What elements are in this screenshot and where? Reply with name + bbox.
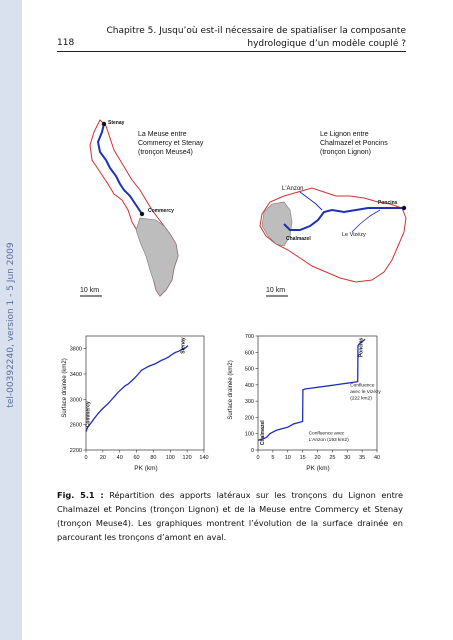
commercy-annotation: Commercy: [85, 401, 92, 428]
meuse-shaded-area: [136, 218, 178, 296]
page-number: 118: [57, 38, 75, 48]
chart1-xtick-label: 80: [150, 455, 157, 461]
chart1-xtick-label: 0: [84, 455, 88, 461]
chart2-xtick-label: 30: [344, 455, 351, 461]
chart2-ytick-label: 700: [244, 334, 254, 340]
chart2-ytick-label: 100: [244, 431, 254, 438]
caption-label: Fig. 5.1 :: [57, 490, 104, 500]
chart2-xtick-label: 0: [256, 455, 260, 461]
anzon-label: L'Anzon: [282, 186, 304, 192]
meuse-map: [80, 120, 218, 296]
chart2-ytick-label: 300: [244, 399, 254, 406]
chart1-xlabel: PK (km): [134, 465, 158, 472]
poncins-label: Poncins: [378, 200, 398, 206]
commercy-point: [140, 212, 144, 216]
lignon-title: Le Lignon entre Chalmazel et Poncins (tronçon Lignon): [320, 131, 388, 156]
stenay-point: [102, 122, 106, 126]
lignon-scale-label: 10 km: [266, 287, 286, 294]
chalmazel-label: Chalmazel: [286, 236, 311, 242]
anzon-tributary: [300, 192, 322, 210]
chart2-ytick-label: 400: [244, 382, 254, 389]
meuse-chart: [62, 336, 209, 472]
vizezy-confluence-annotation-cont: (222 km2): [350, 396, 372, 402]
chalmazel-annotation: Chalmazel: [259, 420, 266, 446]
meuse-scale-label: 10 km: [80, 287, 100, 294]
chart1-xtick-label: 60: [133, 455, 140, 461]
poncins-point: [402, 206, 406, 210]
poncins-annotation: Poncins: [358, 337, 365, 358]
chart2-ylabel: Surface drainée (km2): [228, 360, 234, 420]
stenay-label: Stenay: [108, 120, 125, 126]
chart1-xtick-label: 20: [99, 455, 106, 461]
lignon-chart: [228, 334, 381, 472]
chart2-ytick-label: 600: [244, 350, 254, 357]
archive-id-text: tel-00392240, version 1 - 5 Jun 2009: [6, 242, 16, 408]
lignon-map: [260, 130, 406, 296]
chart2-xtick-label: 20: [314, 455, 321, 461]
meuse-title: La Meuse entre Commercy et Stenay (tronçon Meuse4): [138, 131, 204, 156]
vizezy-label: Le Vizézy: [342, 232, 366, 238]
vizezy-confluence-annotation-cont: avec le Vizézy: [350, 389, 381, 395]
chart1-ytick-label: 2200: [69, 448, 82, 454]
chart1-xtick-label: 120: [182, 455, 192, 461]
chart2-xtick-label: 40: [373, 455, 381, 461]
chart1-ytick-label: 3400: [69, 372, 82, 378]
chart1-xtick-label: 100: [165, 455, 175, 461]
chart2-xtick-label: 10: [284, 455, 291, 461]
chart2-ytick-label: 200: [244, 415, 254, 422]
chart2-xtick-label: 35: [359, 455, 366, 461]
figure-caption: [57, 488, 403, 544]
lignon-title-box: [320, 130, 404, 170]
chart2-xtick-label: 5: [271, 455, 275, 461]
stenay-annotation: Stenay: [180, 337, 187, 354]
chart2-xtick-label: 25: [329, 455, 336, 461]
running-header-title: Chapitre 5. Jusqu’où est-il nécessaire de spatialiser la composante hydrologique d’un modèle couplé ?: [106, 26, 406, 49]
chart1-ytick-label: 3000: [69, 397, 82, 404]
meuse-title-box: [138, 130, 218, 170]
vizezy-confluence-annotation: Confluence: [350, 383, 375, 389]
meuse-river: [98, 124, 142, 214]
anzon-confluence-annotation: Confluence avec: [308, 431, 345, 437]
chart2-ytick-label: 500: [244, 366, 254, 373]
chart1-xtick-label: 40: [116, 455, 123, 461]
chart1-ytick-label: 2600: [69, 422, 82, 429]
chart1-ylabel: Surface drainée (km2): [62, 358, 68, 418]
chart2-xlabel: PK (km): [306, 465, 330, 472]
anzon-confluence-annotation-cont: L'Anzon (193 km2): [308, 438, 349, 444]
chart1-xtick-label: 140: [199, 455, 209, 461]
commercy-label: Commercy: [148, 208, 174, 214]
chart1-series-line: [86, 346, 188, 432]
chart1-ytick-label: 3800: [69, 346, 82, 353]
vizezy-tributary: [352, 210, 380, 232]
chart2-xtick-label: 15: [299, 455, 306, 461]
chart2-ytick-label: 0: [250, 448, 254, 454]
chart2-series-line: [258, 339, 365, 440]
lignon-river: [284, 208, 402, 230]
caption-text: Répartition des apports latéraux sur les tronçons du Lignon entre Chalmazel et Poncins (tronçon Lignon) et de la Meuse entre Commercy et Stenay (tronçon Meuse4). Les graphiques montrent l’évolution de la surface drainée en parcourant les tronçons d’amont en aval.: [57, 490, 403, 542]
